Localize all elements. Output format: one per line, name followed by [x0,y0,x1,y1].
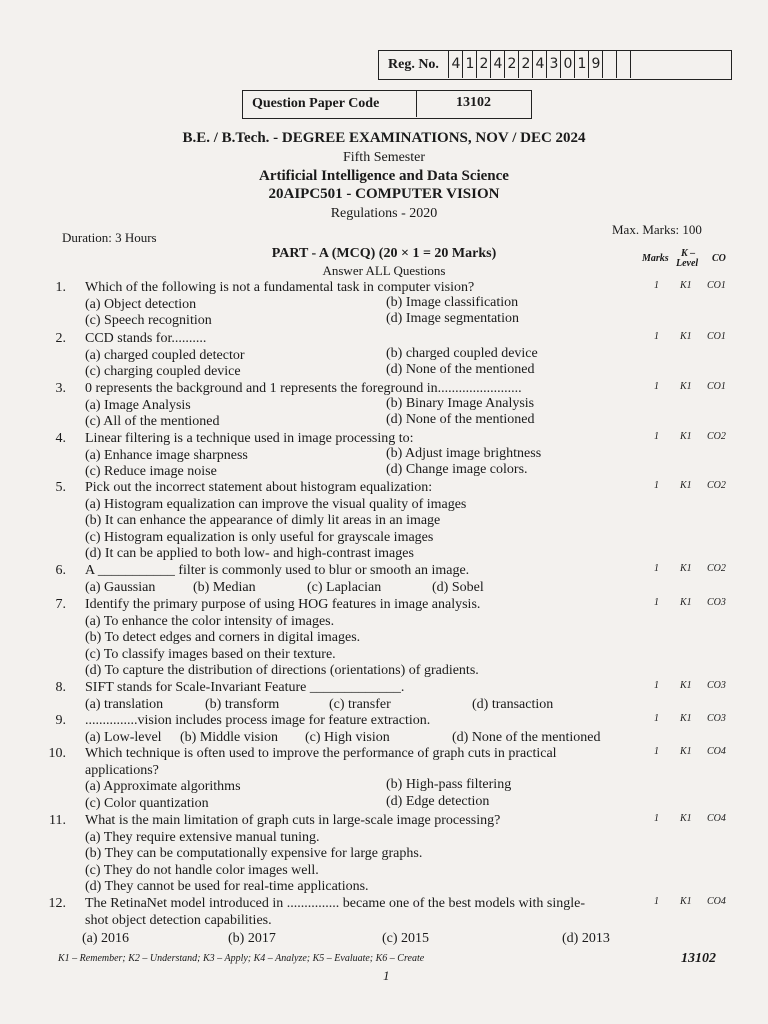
option-a: (a) Gaussian [85,579,156,595]
semester: Fifth Semester [342,150,426,165]
marks-value: 1 [654,563,659,574]
option-c: (c) transfer [329,696,391,712]
marks-value: 1 [654,813,659,824]
reg-digit-cell: 0 [560,50,575,78]
option-a: (a) They require extensive manual tuning. [85,829,320,845]
question-text: A ___________ filter is commonly used to blur or smooth an image. [85,563,470,578]
regulations: Regulations - 2020 [330,206,438,221]
question-number: 2. [55,331,66,346]
marks-value: 1 [654,746,659,757]
footer-qp-code: 13102 [681,951,716,966]
course-title: 20AIPC501 - COMPUTER VISION [268,186,500,202]
option-d: (d) They cannot be used for real-time applications. [85,879,369,894]
k-level-value: K1 [680,480,692,491]
reg-digit-cell: 2 [504,50,519,78]
reg-digit-cell: 4 [532,50,547,78]
co-value: CO2 [707,563,726,574]
option-d: (d) Edge detection [386,793,490,809]
k-level-value: K1 [680,713,692,724]
max-marks: Max. Marks: 100 [612,222,702,237]
question-number: 3. [55,381,66,396]
option-a: (a) Image Analysis [85,397,191,413]
reg-digit-cell: 2 [518,50,533,78]
reg-digit-cell: 9 [588,50,603,78]
option-c: (c) 2015 [382,931,430,946]
co-value: CO3 [707,713,726,724]
k-level-value: K1 [680,746,692,757]
co-value: CO3 [707,597,726,608]
option-c: (c) All of the mentioned [85,414,220,429]
option-b: (b) To detect edges and corners in digital images. [85,630,361,645]
k-level-legend: K1 – Remember; K2 – Understand; K3 – Apply; K4 – Analyze; K5 – Evaluate; K6 – Create [58,953,425,964]
option-c: (c) Speech recognition [85,313,212,328]
option-a: (a) Histogram equalization can improve the visual quality of images [85,496,467,512]
co-value: CO1 [707,381,726,392]
reg-digit-cell: 4 [448,50,463,78]
option-a: (a) Low-level [85,729,162,745]
k-level-value: K1 [680,381,692,392]
k-level-value: K1 [680,563,692,574]
option-a: (a) translation [85,696,164,712]
option-d: (d) None of the mentioned [452,729,601,745]
option-a: (a) 2016 [82,931,130,946]
question-number: 12. [48,896,66,911]
question-text: Which technique is often used to improve the performance of graph cuts in practical [85,746,557,761]
question-text: 0 represents the background and 1 represents the foreground in........................ [85,381,522,396]
qp-code-value: 13102 [456,95,491,110]
option-a: (a) Enhance image sharpness [85,447,248,463]
co-value: CO4 [707,896,726,907]
co-value: CO3 [707,680,726,691]
option-c: (c) Color quantization [85,795,209,811]
option-a: (a) Approximate algorithms [85,779,241,794]
question-text: Identify the primary purpose of using HOG features in image analysis. [85,597,481,612]
k-level-value: K1 [680,597,692,608]
part-title: PART - A (MCQ) (20 × 1 = 20 Marks) [271,246,497,261]
option-b: (b) They can be computationally expensive for large graphs. [85,846,423,861]
question-text: Pick out the incorrect statement about histogram equalization: [85,480,433,495]
option-b: (b) Median [193,579,256,595]
question-text: SIFT stands for Scale-Invariant Feature _____________. [85,680,405,695]
reg-digit-cell: 4 [490,50,505,78]
option-b: (b) 2017 [228,931,276,946]
option-c: (c) To classify images based on their texture. [85,646,336,662]
exam-title: B.E. / B.Tech. - DEGREE EXAMINATIONS, NOV / DEC 2024 [182,130,586,146]
question-number: 1. [55,280,66,295]
option-c: (c) High vision [305,729,390,745]
question-number: 9. [55,713,66,728]
col-marks-header: Marks [642,253,669,264]
co-value: CO4 [707,813,726,824]
question-number: 6. [55,563,66,578]
marks-value: 1 [654,680,659,691]
reg-digit-cell: 1 [574,50,589,78]
k-level-value: K1 [680,331,692,342]
option-c: (c) Laplacian [307,579,382,595]
marks-value: 1 [654,280,659,291]
option-a: (a) charged coupled detector [85,347,245,363]
department: Artificial Intelligence and Data Science [259,168,509,184]
marks-value: 1 [654,896,659,907]
option-b: (b) charged coupled device [386,345,538,361]
option-d: (d) Image segmentation [386,311,519,326]
marks-value: 1 [654,597,659,608]
question-text-cont: shot object detection capabilities. [85,912,272,928]
question-number: 7. [55,597,66,612]
option-a: (a) To enhance the color intensity of images. [85,613,335,629]
question-number: 11. [49,813,66,828]
option-c: (c) They do not handle color images well. [85,862,319,878]
question-text: Which of the following is not a fundamental task in computer vision? [85,280,475,295]
question-text: What is the main limitation of graph cuts in large-scale image processing? [85,813,501,828]
k-level-value: K1 [680,280,692,291]
option-d: (d) To capture the distribution of directions (orientations) of gradients. [85,663,479,678]
question-text: The RetinaNet model introduced in ............... became one of the best models with single- [85,896,585,911]
reg-digit-cell: 3 [546,50,561,78]
k-level-value: K1 [680,431,692,442]
duration: Duration: 3 Hours [62,230,157,245]
option-b: (b) Adjust image brightness [386,445,542,461]
option-d: (d) None of the mentioned [386,412,535,427]
option-d: (d) It can be applied to both low- and high-contrast images [85,546,414,561]
option-b: (b) Binary Image Analysis [386,395,535,411]
qp-code-label: Question Paper Code [252,96,380,111]
reg-digit-cell [616,50,631,78]
question-number: 5. [55,480,66,495]
option-d: (d) Sobel [432,579,484,595]
question-number: 8. [55,680,66,695]
question-text: CCD stands for.......... [85,331,207,346]
co-value: CO1 [707,280,726,291]
option-d: (d) transaction [472,696,554,712]
option-a: (a) Object detection [85,296,197,312]
col-klevel-header-1: K – [681,248,696,259]
reg-digit-cell: 1 [462,50,477,78]
qp-code-divider [416,90,417,117]
question-text: Linear filtering is a technique used in image processing to: [85,431,414,446]
marks-value: 1 [654,713,659,724]
option-c: (c) Reduce image noise [85,464,217,479]
co-value: CO1 [707,331,726,342]
co-value: CO2 [707,431,726,442]
reg-digit-cell [630,50,645,78]
reg-no-label: Reg. No. [388,57,439,72]
option-b: (b) Image classification [386,294,519,310]
k-level-value: K1 [680,813,692,824]
marks-value: 1 [654,331,659,342]
option-c: (c) charging coupled device [85,364,241,379]
option-d: (d) 2013 [562,931,610,946]
question-text-cont: applications? [85,762,159,778]
option-b: (b) It can enhance the appearance of dimly lit areas in an image [85,513,441,528]
co-value: CO2 [707,480,726,491]
reg-digit-cell: 2 [476,50,491,78]
option-d: (d) None of the mentioned [386,362,535,377]
page-number: 1 [383,968,390,983]
k-level-value: K1 [680,680,692,691]
col-co-header: CO [712,253,726,264]
part-instruction: Answer ALL Questions [322,263,446,278]
marks-value: 1 [654,381,659,392]
co-value: CO4 [707,746,726,757]
option-b: (b) High-pass filtering [386,777,512,792]
marks-value: 1 [654,431,659,442]
k-level-value: K1 [680,896,692,907]
option-b: (b) Middle vision [180,729,278,745]
option-d: (d) Change image colors. [386,462,528,477]
marks-value: 1 [654,480,659,491]
col-klevel-header-2: Level [676,258,699,269]
question-number: 10. [48,746,66,761]
option-c: (c) Histogram equalization is only useful for grayscale images [85,529,434,545]
question-text: ...............vision includes process image for feature extraction. [85,713,431,728]
question-number: 4. [55,431,66,446]
option-b: (b) transform [205,696,280,712]
reg-digit-cell [602,50,617,78]
